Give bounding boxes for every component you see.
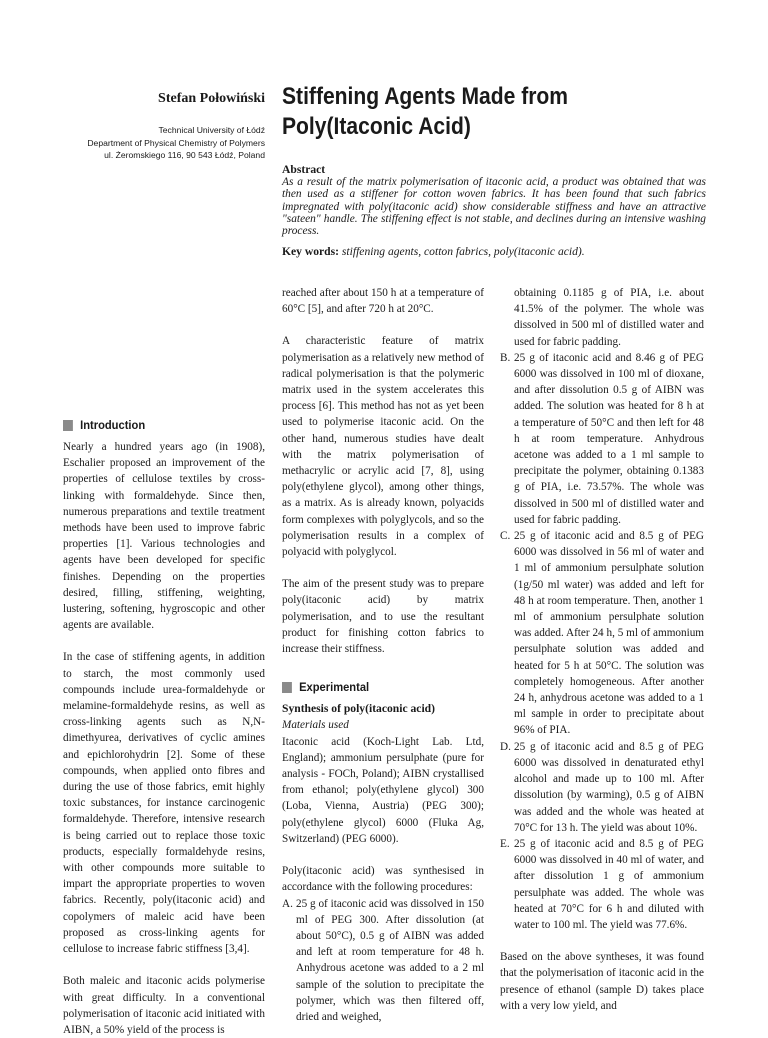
paragraph: In the case of stiffening agents, in addition to starch, the most commonly used compounds include urea-formaldehyde or melamine-formaldehyde resins, as well as cross-linking agents such as N,N-dimethyurea, derivatives of cyclic amines and epichlorohydrin [2]. Some of these compounds, when applied onto fibres and during the use of those fabrics, emit highly toxic substances, for instance carcinogenic formaldehyde. Therefore, intensive research is being carried out to replace those toxic products, especially formaldehyde resins, with other compounds more suitable to impart the appropriate properties to woven fabrics. Recently, poly(itaconic acid) and copolymers of maleic acid have been proposed as cross-linking agents for cellulose to increase fabric stiffness [3,4]. bbox=[63, 651, 265, 956]
list-item-label: B. bbox=[500, 351, 511, 364]
keywords-text: stiffening agents, cotton fabrics, poly(itaconic acid). bbox=[341, 245, 585, 258]
list-item bbox=[500, 836, 704, 933]
article-title bbox=[282, 82, 660, 142]
section-heading-text: Introduction bbox=[80, 418, 146, 432]
section-heading-experimental bbox=[282, 679, 464, 695]
list-item-label: A. bbox=[282, 897, 293, 910]
list-item-label: D. bbox=[500, 740, 511, 753]
subsubsection-heading: Materials used bbox=[282, 719, 349, 732]
section-square-icon bbox=[63, 420, 73, 431]
title-line: Stiffening Agents Made from bbox=[282, 83, 569, 110]
keywords bbox=[282, 245, 712, 258]
paragraph: Poly(itaconic acid) was synthesised in accordance with the following procedures: bbox=[282, 865, 484, 894]
list-item bbox=[282, 896, 484, 1026]
list-item-text: 25 g of itaconic acid and 8.46 g of PEG 6000 was dissolved in 100 ml of dioxane, and after dissolution 0.5 g of AIBN was added. The solution was heated for 8 h at a temperature of 50°C and then left for 48 h at room temperature. Anhydrous acetone was added to a 1 ml sample to precipitate the polymer, obtaining 0.1383 g of PIA, i.e. 73.57%. The whole was dissolved in 500 ml of distilled water and used for fabric padding. bbox=[514, 351, 704, 526]
paragraph: The aim of the present study was to prepare poly(itaconic acid) by matrix polymerisation, and to use the resultant product for finishing cotton fabrics to increase their stiffness. bbox=[282, 578, 484, 656]
list-item-label: E. bbox=[500, 837, 510, 850]
list-item-text: 25 g of itaconic acid and 8.5 g of PEG 6000 was dissolved in 56 ml of water and 1 ml of ammonium persulphate solution (1g/50 ml water) was added and left for 48 h at room temperature. Then, another 1 ml of ammonium persulphate solution was added. After 24 h, 5 ml of ammonium persulphate solution was added and heated for 5 h at 50°C. The solution was completely homogeneous. After another 24 h, anhydrous acetone was added to a 1 ml sample in order to precipitate about 96% of PIA. bbox=[514, 530, 704, 737]
column-2 bbox=[282, 285, 484, 1025]
list-item-text: 25 g of itaconic acid and 8.5 g of PEG 6000 was dissolved in 40 ml of water, and after dissolution 1 g of ammonium persulphate was added. The whole was heated at 70°C for 6 h and diluted with water to 100 ml. The yield was 77.6%. bbox=[514, 837, 704, 931]
list-item-text: 25 g of itaconic acid was dissolved in 150 ml of PEG 300. After dissolution (at about 50°C), 0.5 g of AIBN was added and left at room temperature for 48 h. Anhydrous acetone was added to a 2 ml sample of the solution to precipitate the polymer, which was then filtered off, dried and weighed, bbox=[296, 897, 484, 1023]
list-item-label: C. bbox=[500, 530, 511, 543]
affiliation-line: Technical University of Łódź bbox=[158, 125, 265, 135]
abstract-heading: Abstract bbox=[282, 163, 326, 176]
column-1 bbox=[63, 417, 265, 1038]
section-heading-introduction bbox=[63, 417, 245, 433]
title-line: Poly(Itaconic Acid) bbox=[282, 113, 471, 140]
list-item bbox=[500, 739, 704, 836]
affiliation-line: ul. Żeromskiego 116, 90 543 Łódź, Poland bbox=[104, 150, 265, 160]
paragraph: Based on the above syntheses, it was found that the polymerisation of itaconic acid in the presence of ethanol (sample D) takes place with a very low yield, and bbox=[500, 951, 704, 1012]
section-square-icon bbox=[282, 682, 292, 693]
affiliation bbox=[40, 124, 265, 162]
section-heading-text: Experimental bbox=[299, 680, 370, 695]
list-item-text: 25 g of itaconic acid and 8.5 g of PEG 6000 was dissolved in denaturated ethyl alcohol and made up to 100 ml. After dissolution (by warming), 0.5 g of AIBN was added and the whole was heated at 70°C for 13 h. The yield was about 10%. bbox=[514, 740, 704, 834]
paragraph: A characteristic feature of matrix polymerisation as a relatively new method of radical polymerisation is that the polymeric matrix used in the system accelerates this process [6]. This method has not as yet been used to polymerise itaconic acid. On the other hand, numerous studies have dealt with the matrix polymerisation of methacrylic or acrylic acid [7, 8], using poly(ethylene glycol), among other things, as a matrix. As is already known, polyacids form complexes with polyglycols, and so the polymerisation results in a complex of polyacid with polyglycol. bbox=[282, 335, 484, 559]
list-item bbox=[500, 350, 704, 528]
list-item-continuation: obtaining 0.1185 g of PIA, i.e. about 41.5% of the polymer. The whole was dissolved in 500 ml of distilled water and used for fabric padding. bbox=[514, 287, 704, 348]
paragraph: Both maleic and itaconic acids polymerise with great difficulty. In a conventional polymerisation of itaconic acid initiated with AIBN, a 50% yield of the process is bbox=[63, 975, 265, 1036]
paragraph: Itaconic acid (Koch-Light Lab. Ltd, England); ammonium persulphate (pure for analysis - FOCh, Poland); AIBN crystallised from ethanol; poly(ethylene glycol) 300 (Loba, Vienna, Austria) (PEG 300); poly(ethylene glycol) 6000 (Fluka Ag, Switzerland) (PEG 6000). bbox=[282, 735, 484, 845]
keywords-label: Key words: bbox=[282, 245, 339, 258]
affiliation-line: Department of Physical Chemistry of Polymers bbox=[87, 137, 265, 148]
abstract-text: As a result of the matrix polymerisation of itaconic acid, a product was obtained that was then used as a stiffener for cotton woven fabrics. It has been found that such fabrics impregnated with poly(itaconic acid) show considerable stiffness and have an attractive "sateen" handle. The stiffening effect is not stable, and declines during an intensive washing process. bbox=[282, 176, 706, 238]
abstract bbox=[282, 164, 706, 237]
author-name: Stefan Połowiński bbox=[158, 91, 265, 106]
paragraph: reached after about 150 h at a temperature of 60°C [5], and after 720 h at 20°C. bbox=[282, 287, 484, 316]
column-3 bbox=[500, 285, 704, 1014]
list-item bbox=[500, 528, 704, 739]
subsection-heading: Synthesis of poly(itaconic acid) bbox=[282, 702, 435, 716]
paragraph: Nearly a hundred years ago (in 1908), Eschalier proposed an improvement of the properties of cellulose textiles by cross-linking with formaldehyde. Since then, numerous preparations and textile treatment methods have been used to improve fabric properties [1]. Various technologies and agents have been developed for specific finishes. Depending on the properties desired, filling, stiffening, weighting, lustering, softening, hygroscopic and other agents are available. bbox=[63, 441, 265, 632]
